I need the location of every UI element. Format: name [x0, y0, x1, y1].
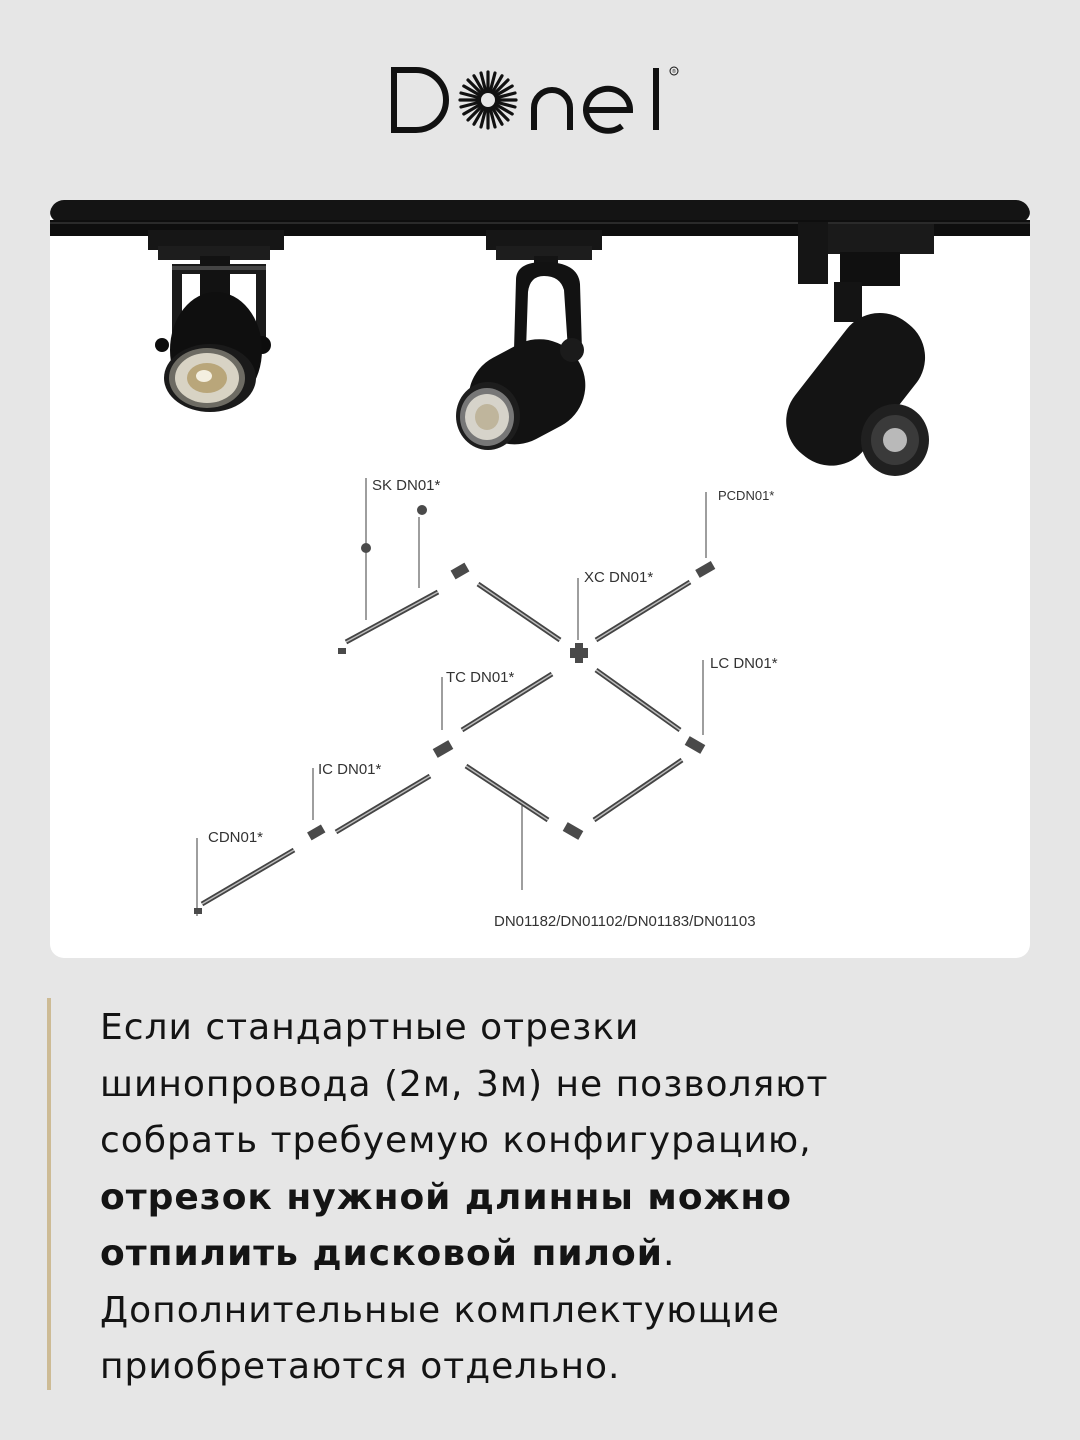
description-line-3: собрать требуемую конфигурацию,	[100, 1120, 812, 1161]
track-spotlight-2	[452, 230, 602, 461]
product-illustration	[50, 200, 1030, 958]
label-xc: XC DN01*	[584, 569, 654, 586]
description-bold-2: отпилить дисковой пилой	[100, 1233, 663, 1274]
ic-connector	[307, 825, 325, 841]
registered-mark: ®	[672, 69, 676, 75]
description-bold-1: отрезок нужной длинны можно	[100, 1176, 793, 1218]
rail-connectors	[194, 505, 715, 914]
l-connector	[451, 563, 470, 580]
label-tc: TC DN01*	[446, 669, 515, 686]
lc-connector	[685, 736, 706, 754]
sk-cap-1	[361, 543, 371, 553]
track-spotlight-3	[769, 222, 942, 483]
description-line-1: Если стандартные отрезки	[100, 1007, 640, 1048]
description-line-2: шинопровода (2м, 3м) не позволяют	[100, 1063, 829, 1105]
product-panel	[50, 200, 1030, 958]
label-pc: PCDN01*	[718, 488, 775, 503]
tc-connector	[433, 740, 454, 758]
label-c: CDN01*	[208, 829, 264, 846]
sk-endcap	[338, 648, 346, 654]
accent-bar	[47, 998, 51, 1390]
sk-cap-2	[417, 505, 427, 515]
description-text	[100, 1000, 1020, 1396]
label-ic: IC DN01*	[318, 761, 382, 778]
brand-logo	[390, 64, 700, 136]
label-lc: LC DN01*	[710, 655, 778, 672]
c-endcap	[194, 908, 202, 914]
t-connector-bottom	[563, 822, 584, 840]
description-bold-2-tail: .	[662, 1233, 676, 1274]
pc-connector	[695, 561, 715, 578]
description-line-4: Дополнительные комплектующие	[100, 1289, 780, 1331]
description-line-5: приобретаются отдельно.	[100, 1346, 621, 1387]
label-rails: DN01182/DN01102/DN01183/DN01103	[494, 913, 756, 930]
label-sk: SK DN01*	[372, 477, 441, 494]
track-spotlight-1	[148, 230, 284, 412]
